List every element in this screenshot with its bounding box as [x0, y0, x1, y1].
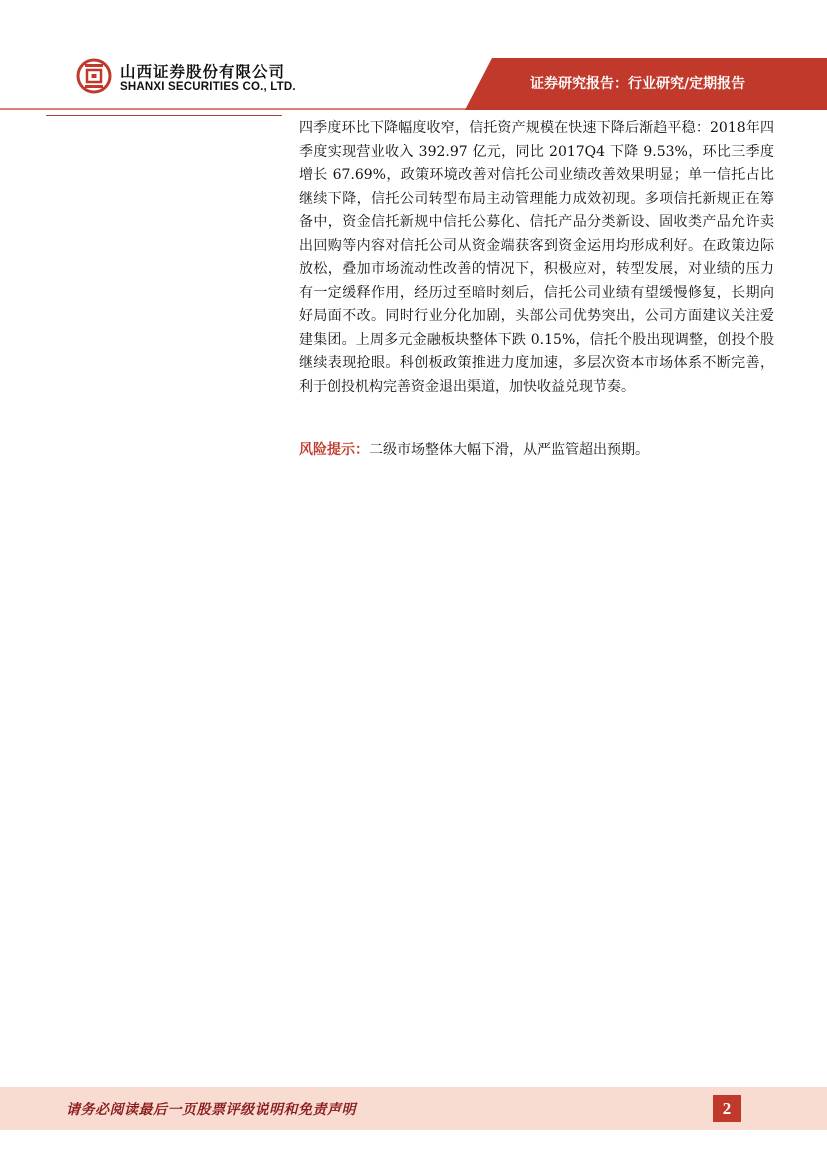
risk-label: 风险提示： — [299, 442, 369, 458]
risk-notice — [299, 439, 774, 462]
company-name-en: SHANXI SECURITIES CO., LTD. — [120, 81, 296, 93]
left-divider — [46, 115, 282, 116]
company-name-cn: 山西证券股份有限公司 — [120, 63, 286, 81]
body-paragraph: 四季度环比下降幅度收窄，信托资产规模在快速下降后渐趋平稳：2018年四季度实现营业收入 392.97 亿元，同比 2017Q4 下降 9.53%，环比三季度增长 67.69%，政策环境改善对信托公司业绩改善效果明显；单一信托占比继续下降，信托公司转型布局主动管理能力成效初现。多项信托新规正在筹备中，资金信托新规中信托公募化、信托产品分类新设、固收类产品允许卖出回购等内容对信托公司从资金端获客到资金运用均形成利好。在政策边际放松，叠加市场流动性改善的情况下，积极应对，转型发展，对业绩的压力有一定缓释作用，经历过至暗时刻后，信托公司业绩有望缓慢修复，长期向好局面不改。同时行业分化加剧，头部公司优势突出，公司方面建议关注爱建集团。上周多元金融板块整体下跌 0.15%，信托个股出现调整，创投个股继续表现抢眼。科创板政策推进力度加速，多层次资本市场体系不断完善，利于创投机构完善资金退出渠道，加快收益兑现节奏。 — [299, 120, 774, 396]
report-type-label: 证券研究报告：行业研究/定期报告 — [530, 76, 746, 92]
company-logo-icon — [76, 58, 112, 94]
page-number: 2 — [713, 1095, 741, 1122]
risk-text: 二级市场整体大幅下滑，从严监管超出预期。 — [369, 442, 649, 458]
footer-disclaimer: 请务必阅读最后一页股票评级说明和免责声明 — [66, 1102, 356, 1118]
